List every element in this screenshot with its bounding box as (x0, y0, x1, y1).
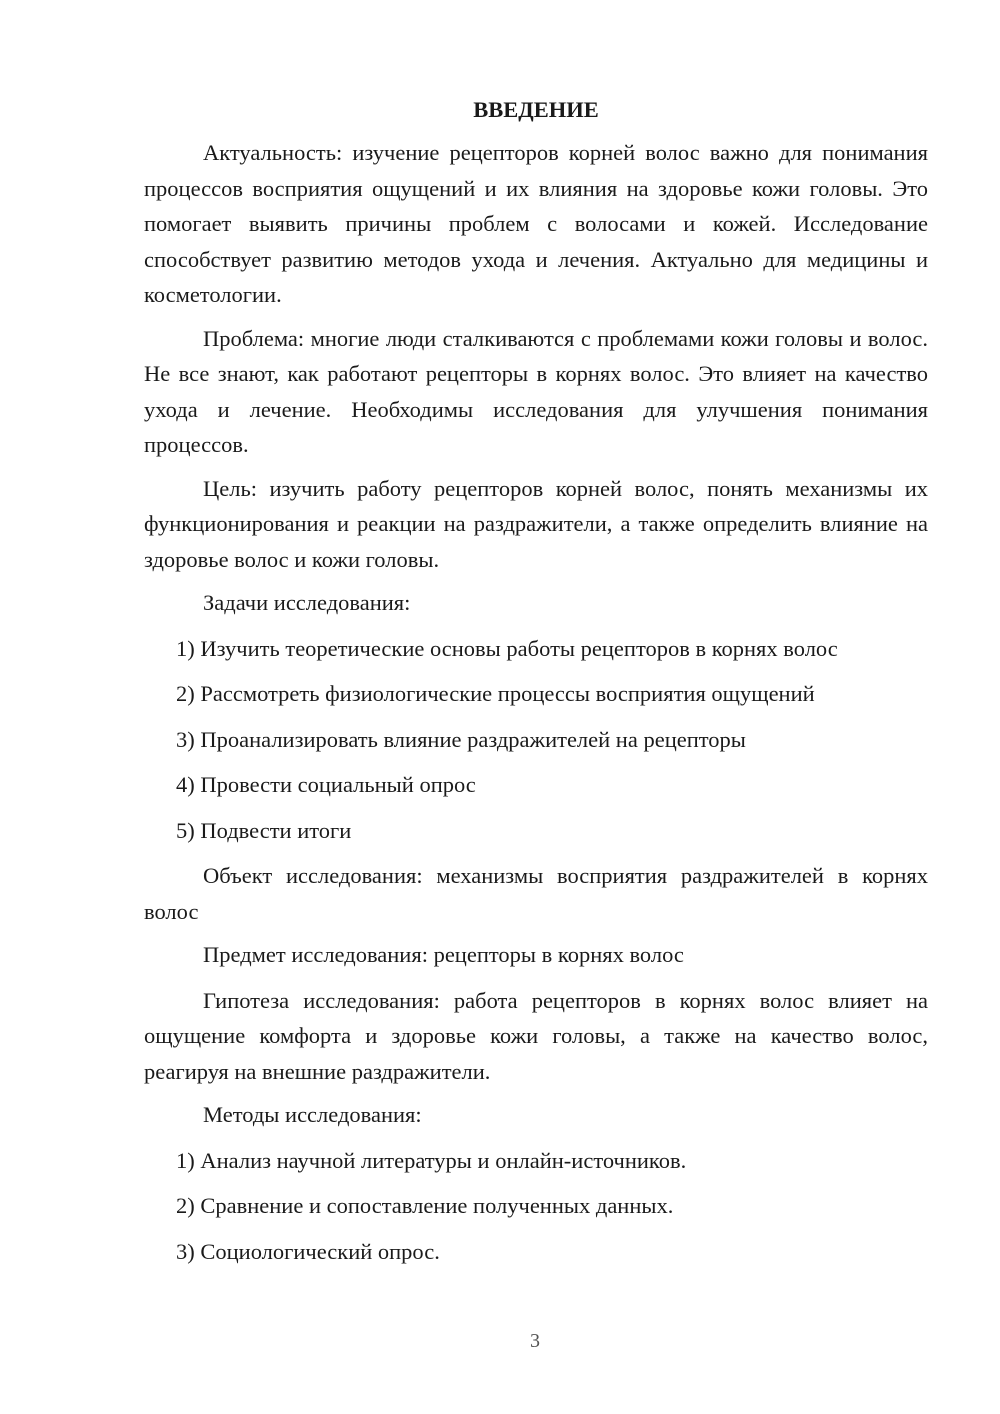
tasks-title: Задачи исследования: (203, 590, 411, 615)
method-item-1: 1) Анализ научной литературы и онлайн-источников. (176, 1147, 687, 1173)
method-item-3: 3) Социологический опрос. (176, 1238, 440, 1264)
task-item-3: 3) Проанализировать влияние раздражителей на рецепторы (176, 726, 746, 752)
hypothesis-paragraph: Гипотеза исследования: работа рецепторов в корнях волос влияет на ощущение комфорта и здоровье кожи головы, а также на качество волос, реагируя на внешние раздражители. (144, 987, 928, 1084)
method-item-2: 2) Сравнение и сопоставление полученных данных. (176, 1193, 674, 1218)
task-item-4: 4) Провести социальный опрос (176, 772, 476, 797)
task-item-2: 2) Рассмотреть физиологические процессы восприятия ощущений (176, 681, 815, 706)
page-number: 3 (530, 1330, 540, 1352)
methods-title: Методы исследования: (203, 1102, 422, 1127)
goal-paragraph: Цель: изучить работу рецепторов корней волос, понять механизмы их функционирования и реакции на раздражители, а также определить влияние на здоровье волос и кожи головы. (144, 475, 928, 572)
relevance-paragraph: Актуальность: изучение рецепторов корней волос важно для понимания процессов восприятия ощущений и их влияния на здоровье кожи головы. Это помогает выявить причины проблем с волосами и кожей. Исследование способствует развитию методов ухода и лечения. Актуально для медицины и косметологии. (144, 140, 928, 307)
document-page (144, 92, 928, 1279)
task-item-1: 1) Изучить теоретические основы работы рецепторов в корнях волос (176, 635, 838, 661)
section-heading: ВВЕДЕНИЕ (473, 97, 599, 122)
object-paragraph: Объект исследования: механизмы восприятия раздражителей в корнях волос (144, 863, 928, 924)
problem-paragraph: Проблема: многие люди сталкиваются с проблемами кожи головы и волос. Не все знают, как работают рецепторы в корнях волос. Это влияет на качество ухода и лечение. Необходимы исследования для улучшения понимания процессов. (144, 325, 928, 457)
task-item-5: 5) Подвести итоги (176, 817, 352, 843)
subject-paragraph: Предмет исследования: рецепторы в корнях волос (203, 942, 684, 967)
